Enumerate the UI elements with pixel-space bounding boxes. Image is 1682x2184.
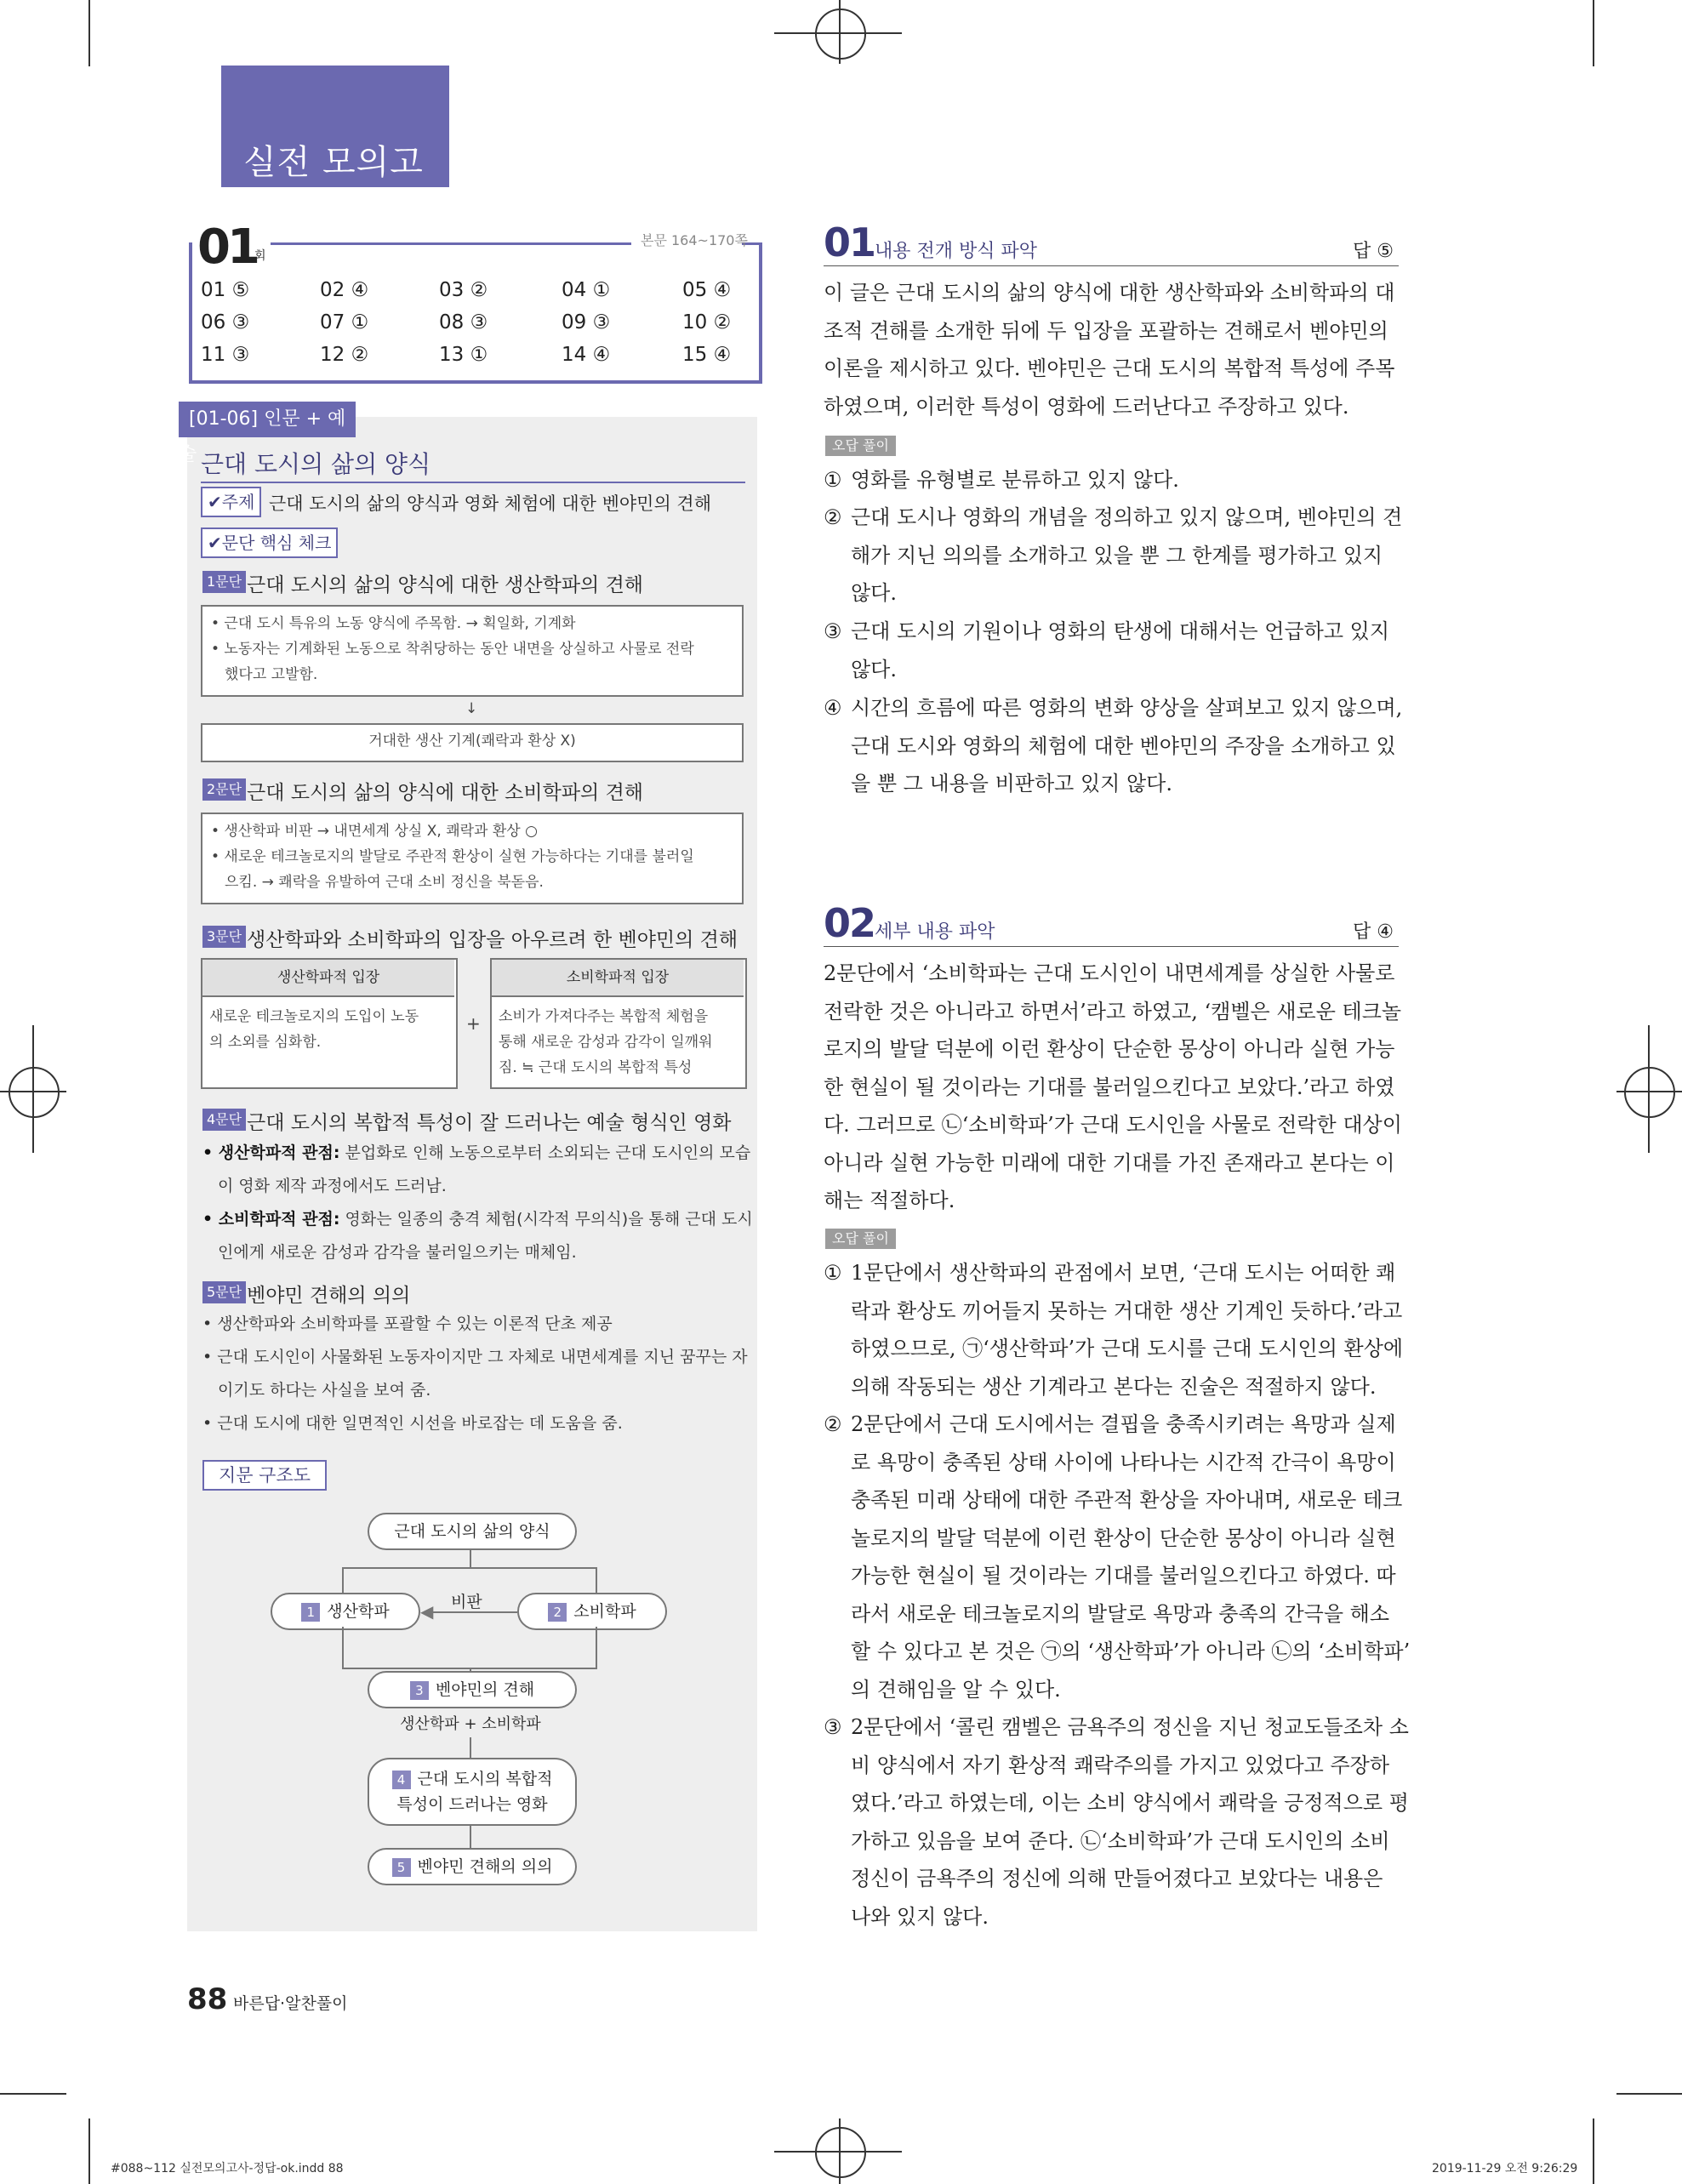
diagram-connector bbox=[470, 1548, 471, 1567]
explanation-line: 이 글은 근대 도시의 삶의 양식에 대한 생산학파와 소비학파의 대 bbox=[824, 281, 1395, 305]
summary-bullet: • 새로운 테크놀로지의 발달로 주관적 환상이 실현 가능하다는 기대를 불러일 bbox=[211, 848, 694, 865]
answer-item: 08 ③ bbox=[439, 311, 488, 334]
footer-label: 바른답·알찬풀이 bbox=[233, 1994, 348, 2013]
node-number: 1 bbox=[301, 1603, 320, 1622]
explanation-line: 하였으며, 이러한 특성이 영화에 드러난다고 주장하고 있다. bbox=[824, 394, 1349, 419]
node-number: 2 bbox=[548, 1603, 567, 1622]
node-number: 3 bbox=[410, 1681, 429, 1700]
plus-sign: + bbox=[466, 1013, 481, 1034]
summary-bullet: • 근대 도시인이 사물화된 노동자이지만 그 자체로 내면세계를 지닌 꿈꾸는 자 bbox=[202, 1348, 748, 1366]
explanation-line: 다. 그러므로 ㉡‘소비학파’가 근대 도시인을 사물로 전락한 대상이 bbox=[824, 1113, 1402, 1137]
paragraph-title: 벤야민 견해의 의의 bbox=[247, 1285, 411, 1307]
registration-mark bbox=[815, 2127, 866, 2178]
paragraph-title: 근대 도시의 복합적 특성이 잘 드러나는 예술 형식인 영화 bbox=[247, 1112, 732, 1134]
stance-text: 통해 새로운 감성과 감각이 일깨워 bbox=[499, 1034, 713, 1051]
page-range: 본문 164~170쪽 bbox=[641, 232, 748, 248]
diagram-node-main: 근대 도시의 삶의 양식 bbox=[368, 1513, 577, 1550]
theme-tag: ✔주제 bbox=[201, 487, 261, 517]
option-explanation: ② 근대 도시나 영화의 개념을 정의하고 있지 않으며, 벤야민의 견 해가 지닌 의의를 소개하고 있을 뿐 그 한계를 평가하고 있지 않다. bbox=[824, 505, 1403, 605]
answer-item: 06 ③ bbox=[201, 311, 250, 334]
option-explanation: ② 2문단에서 근대 도시에서는 결핍을 충족시키려는 욕망과 실제 로 욕망이 충족된 상태 사이에 나타나는 시간적 간극이 욕망이 충족된 미래 상태에 대한 주관적 환상을 자아내며, 새로운 테크 놀로지의 발달 덕분에 이런 환상이 단순한 몽상이 아니라 실현 가능한 현실이 될 것이라는 기대를 불러일으킨다고 하였다. 따 라서 새로운 테크놀로지의 발달로 욕망과 충족의 간극을 해소 할 수 있다고 본 것은 ㉠의 ‘생산학파’가 아니라 ㉡의 ‘소비학파’ 의 견해임을 알 수 있다. bbox=[824, 1412, 1411, 1702]
down-arrow: ↓ bbox=[465, 700, 478, 717]
explanation-line: 2문단에서 ‘소비학파는 근대 도시인이 내면세계를 상실한 사물로 bbox=[824, 961, 1395, 985]
summary-result: 거대한 생산 기계(쾌락과 환상 X) bbox=[368, 733, 576, 750]
crop-mark bbox=[839, 0, 841, 64]
paragraph-tag: 4문단 bbox=[202, 1109, 246, 1131]
answer-item: 07 ① bbox=[320, 311, 369, 334]
crop-mark bbox=[0, 2093, 66, 2095]
explanation-line: 이론을 제시하고 있다. 벤야민은 근대 도시의 복합적 특성에 주목 bbox=[824, 356, 1395, 380]
explanation-line: 조적 견해를 소개한 뒤에 두 입장을 포괄하는 견해로서 벤야민의 bbox=[824, 318, 1388, 343]
explanation-line: 전락한 것은 아니라고 하면서’라고 하였고, ‘캠벨은 새로운 테크놀 bbox=[824, 999, 1402, 1024]
question-title: 세부 내용 파악 bbox=[875, 921, 995, 943]
section-tag: [01-06] 인문 + 예술 bbox=[179, 402, 356, 437]
section-header bbox=[221, 66, 449, 231]
option-explanation: ④ 시간의 흐름에 따른 영화의 변화 양상을 살펴보고 있지 않으며, 근대 도시와 영화의 체험에 대한 벤야민의 주장을 소개하고 있 을 뿐 그 내용을 비판하고 있지 않다. bbox=[824, 696, 1403, 795]
answer-item: 10 ② bbox=[682, 311, 732, 334]
critique-label: 비판 bbox=[451, 1593, 482, 1611]
explanation-line: 한 현실이 될 것이라는 기대를 불러일으킨다고 보았다.’라고 하였 bbox=[824, 1075, 1395, 1099]
print-file-info: #088~112 실전모의고사-정답-ok.indd 88 bbox=[111, 2162, 344, 2175]
diagram-connector bbox=[342, 1567, 597, 1569]
summary-bullet: • 근대 도시 특유의 노동 양식에 주목함. → 획일화, 기계화 bbox=[211, 615, 576, 632]
paragraph-title: 근대 도시의 삶의 양식에 대한 생산학파의 견해 bbox=[247, 574, 644, 596]
crop-mark bbox=[1593, 2118, 1594, 2184]
summary-bullet: • 근대 도시에 대한 일면적인 시선을 바로잡는 데 도움을 줌. bbox=[202, 1414, 623, 1433]
registration-mark bbox=[9, 1067, 60, 1118]
answer-item: 13 ① bbox=[439, 344, 488, 366]
answer-item: 04 ① bbox=[562, 279, 611, 301]
answer-item: 14 ④ bbox=[562, 344, 611, 366]
diagram-node-3: 3 벤야민의 견해 bbox=[368, 1671, 577, 1708]
diagram-connector bbox=[470, 1824, 471, 1848]
answer-item: 11 ③ bbox=[201, 344, 250, 366]
passage-title: 근대 도시의 삶의 양식 bbox=[201, 450, 431, 478]
summary-bullet: • 생산학파와 소비학파를 포괄할 수 있는 이론적 단초 제공 bbox=[202, 1314, 613, 1333]
diagram-node-1: 1 생산학파 bbox=[271, 1593, 420, 1630]
crop-mark bbox=[774, 2151, 902, 2153]
paragraph-title: 생산학파와 소비학파의 입장을 아우르려 한 벤야민의 견해 bbox=[247, 929, 738, 951]
check-tag: ✔문단 핵심 체크 bbox=[201, 527, 338, 558]
paragraph-tag: 3문단 bbox=[202, 926, 246, 948]
summary-bullet: 이기도 하다는 사실을 보여 줌. bbox=[218, 1381, 431, 1400]
summary-bullet: • 소비학파적 관점: 영화는 일종의 충격 체험(시각적 무의식)을 통해 근대 도시 bbox=[202, 1210, 753, 1229]
explanation-line: 해는 적절하다. bbox=[824, 1189, 955, 1212]
answer-item: 12 ② bbox=[320, 344, 369, 366]
answer-item: 01 ⑤ bbox=[201, 279, 250, 301]
question-answer: 답 ④ bbox=[1353, 921, 1394, 943]
summary-bullet: • 생산학파적 관점: 분업화로 인해 노동으로부터 소외되는 근대 도시인의 모습 bbox=[202, 1143, 751, 1162]
paragraph-tag: 1문단 bbox=[202, 571, 246, 593]
explanation-line: 로지의 발달 덕분에 이런 환상이 단순한 몽상이 아니라 실현 가능 bbox=[824, 1037, 1395, 1061]
diagram-connector bbox=[470, 1737, 471, 1758]
crop-mark bbox=[1593, 0, 1594, 66]
crop-mark bbox=[774, 32, 902, 34]
divider bbox=[824, 946, 1399, 947]
crop-mark bbox=[839, 2118, 841, 2184]
registration-mark bbox=[1624, 1067, 1675, 1118]
arrow-left-icon: ◀ bbox=[420, 1601, 434, 1622]
question-answer: 답 ⑤ bbox=[1353, 241, 1394, 262]
paragraph-tag: 5문단 bbox=[202, 1281, 246, 1303]
diagram-node-4: 4 근대 도시의 복합적 특성이 드러나는 영화 bbox=[368, 1758, 577, 1826]
diagram-connector bbox=[342, 1627, 344, 1669]
stance-text: 짐. ≒ 근대 도시의 복합적 특성 bbox=[499, 1059, 693, 1076]
section-header-title: 실전 모의고사 bbox=[243, 143, 424, 231]
page-number: 88 bbox=[187, 1982, 228, 2016]
stance-header-label: 소비학파적 입장 bbox=[566, 969, 670, 986]
crop-mark bbox=[88, 2118, 90, 2184]
round-suffix: 회 bbox=[254, 249, 266, 263]
node-number: 4 bbox=[392, 1771, 411, 1789]
paragraph-title: 근대 도시의 삶의 양식에 대한 소비학파의 견해 bbox=[247, 782, 644, 804]
option-explanation: ③ 2문단에서 ‘콜린 캠벨은 금욕주의 정신을 지닌 청교도들조차 소 비 양식에서 자기 환상적 쾌락주의를 가지고 있었다고 주장하 였다.’라고 하였는데, 이는 소비 양식에서 쾌락을 긍정적으로 평 가하고 있음을 보여 준다. ㉡‘소비학파’가 근대 도시인의 소비 정신이 금욕주의 정신에 의해 만들어졌다고 보았다는 내용은 나와 있지 않다. bbox=[824, 1715, 1409, 1929]
question-number: 01 bbox=[824, 220, 875, 265]
diagram-node-2: 2 소비학파 bbox=[517, 1593, 667, 1630]
round-number: 01 bbox=[197, 220, 257, 275]
answer-item: 15 ④ bbox=[682, 344, 732, 366]
divider bbox=[824, 265, 1399, 266]
diagram-note: 생산학파 + 소비학파 bbox=[400, 1715, 541, 1733]
stance-header-label: 생산학파적 입장 bbox=[277, 969, 380, 986]
wrong-answer-tag: 오답 풀이 bbox=[825, 436, 896, 456]
answer-item: 03 ② bbox=[439, 279, 488, 301]
divider bbox=[201, 482, 745, 483]
question-title: 내용 전개 방식 파악 bbox=[875, 241, 1037, 262]
registration-mark bbox=[815, 9, 866, 60]
option-explanation: ① 영화를 유형별로 분류하고 있지 않다. bbox=[824, 468, 1179, 492]
diagram-node-5: 5 벤야민 견해의 의의 bbox=[368, 1848, 577, 1885]
answer-item: 05 ④ bbox=[682, 279, 732, 301]
diagram-connector bbox=[596, 1627, 597, 1669]
paragraph-tag: 2문단 bbox=[202, 778, 246, 801]
answer-item: 09 ③ bbox=[562, 311, 611, 334]
critique-arrow bbox=[424, 1611, 517, 1613]
summary-bullet: • 생산학파 비판 → 내면세계 상실 X, 쾌락과 환상 ○ bbox=[211, 823, 538, 840]
summary-bullet: • 노동자는 기계화된 노동으로 착취당하는 동안 내면을 상실하고 사물로 전락 bbox=[211, 641, 694, 658]
option-explanation: ① 1문단에서 생산학파의 관점에서 보면, ‘근대 도시는 어떠한 쾌 락과 환상도 끼어들지 못하는 거대한 생산 기계인 듯하다.’라고 하였으므로, ㉠‘생산학파’가 근대 도시를 근대 도시인의 환상에 의해 작동되는 생산 기계라고 본다는 진술은 적절하지 않다. bbox=[824, 1261, 1404, 1399]
stance-text: 소비가 가져다주는 복합적 체험을 bbox=[499, 1008, 709, 1025]
crop-mark bbox=[32, 1025, 34, 1153]
node-number: 5 bbox=[392, 1858, 411, 1877]
question-number: 02 bbox=[824, 900, 875, 946]
stance-text: 새로운 테크놀로지의 도입이 노동 bbox=[209, 1008, 419, 1025]
stance-text: 의 소외를 심화함. bbox=[209, 1034, 322, 1051]
print-date-info: 2019-11-29 오전 9:26:29 bbox=[1432, 2162, 1578, 2175]
summary-bullet: 했다고 고발함. bbox=[225, 666, 318, 683]
crop-mark bbox=[1616, 2093, 1682, 2095]
wrong-answer-tag: 오답 풀이 bbox=[825, 1229, 896, 1249]
structure-tag: 지문 구조도 bbox=[202, 1460, 327, 1491]
summary-bullet: 이 영화 제작 과정에서도 드러남. bbox=[218, 1177, 447, 1195]
diagram-connector bbox=[342, 1567, 344, 1593]
summary-bullet: 으킴. → 쾌락을 유발하여 근대 소비 정신을 북돋음. bbox=[225, 874, 544, 891]
option-explanation: ③ 근대 도시의 기원이나 영화의 탄생에 대해서는 언급하고 있지 않다. bbox=[824, 619, 1390, 681]
theme-text: 근대 도시의 삶의 양식과 영화 체험에 대한 벤야민의 견해 bbox=[269, 493, 711, 514]
diagram-connector bbox=[596, 1567, 597, 1593]
answer-item: 02 ④ bbox=[320, 279, 369, 301]
explanation-line: 아니라 실현 가능한 미래에 대한 기대를 가진 존재라고 본다는 이 bbox=[824, 1150, 1395, 1175]
crop-mark bbox=[1648, 1025, 1650, 1153]
crop-mark bbox=[88, 0, 90, 66]
divider bbox=[271, 242, 631, 245]
summary-bullet: 인에게 새로운 감성과 감각을 불러일으키는 매체임. bbox=[218, 1243, 577, 1262]
